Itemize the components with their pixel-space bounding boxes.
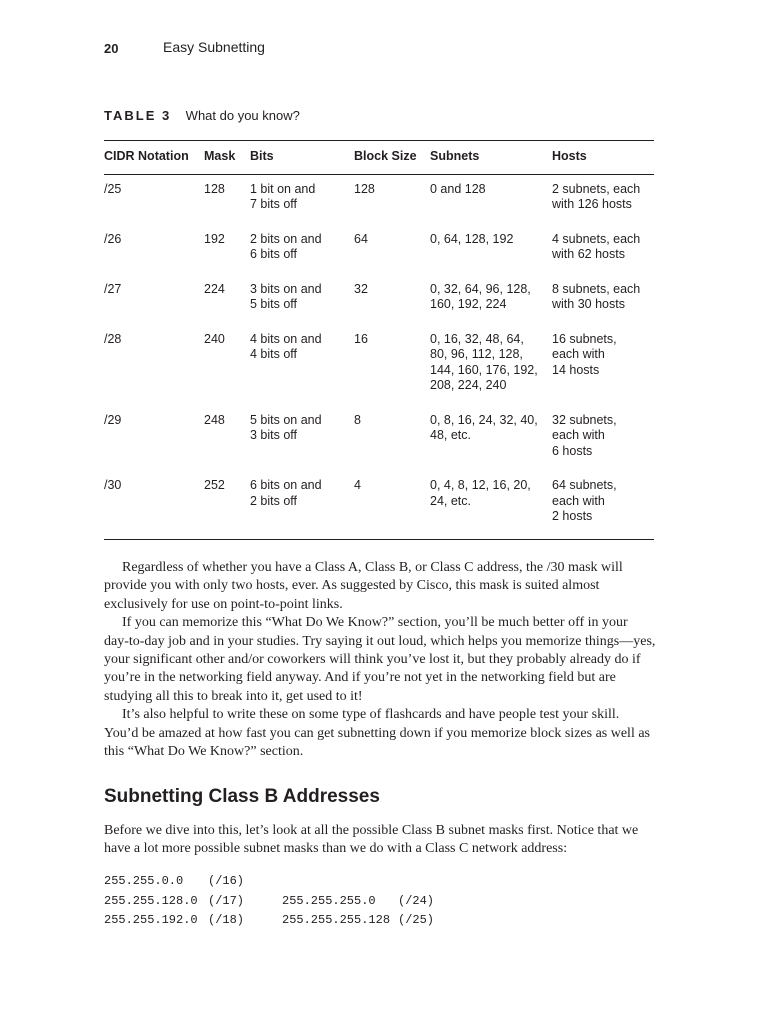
cell-bits (250, 472, 354, 539)
cell-cidr: /30 (104, 478, 122, 492)
page-number: 20 (104, 41, 119, 56)
cell-subnets (430, 407, 552, 473)
cell-hosts-line: 6 hosts (552, 443, 593, 458)
subnet-mask-value: 255.255.255.128 (282, 913, 391, 927)
subnet-mask-value: 255.255.128.0 (104, 893, 198, 908)
cell-bits (250, 174, 354, 226)
cell-mask: 128 (204, 181, 225, 196)
cell-hosts-line: each with (552, 428, 605, 442)
cell-hosts-line: 64 subnets, (552, 478, 617, 492)
cell-hosts-line: 14 hosts (552, 362, 600, 377)
running-title: Easy Subnetting (163, 39, 265, 55)
cell-subnets-line: 0, 32, 64, 96, 128, (430, 281, 531, 296)
cell-bits-line: 5 bits off (250, 297, 298, 311)
cell-bits-line: 6 bits off (250, 247, 298, 261)
cell-hosts (552, 326, 654, 407)
cell-hosts-line: 2 hosts (552, 509, 593, 523)
cell-block-size: 16 (354, 331, 368, 346)
header-cidr-notation: CIDR Notation (104, 149, 189, 163)
table-row (104, 407, 654, 473)
cell-cidr: /27 (104, 281, 122, 296)
cell-bits-line: 1 bit on and (250, 181, 316, 196)
cell-hosts-line: each with (552, 347, 605, 361)
cidr-value: (/25) (398, 913, 435, 927)
cell-bits-line: 7 bits off (250, 197, 298, 211)
cell-mask: 224 (204, 281, 225, 296)
section-heading: Subnetting Class B Addresses (104, 786, 380, 807)
subnet-table (104, 140, 654, 540)
cidr-value: (/16) (208, 874, 245, 888)
cell-subnets-line: 24, etc. (430, 493, 471, 508)
cell-block-size: 128 (354, 181, 375, 196)
table-body (104, 174, 654, 539)
body-paragraph: It’s also helpful to write these on some type of flashcards and have people test your skill. You’d be amazed at how fast you can get subnetting down if you memorize block sizes as well as this “What Do We Know?” section. (104, 707, 650, 760)
cell-hosts-line: 16 subnets, (552, 331, 617, 346)
cell-subnets-line: 0, 8, 16, 24, 32, 40, (430, 412, 538, 427)
cell-bits-line: 3 bits off (250, 428, 298, 442)
subnet-mask-value: 255.255.0.0 (104, 874, 184, 888)
cell-mask: 240 (204, 331, 225, 346)
cell-bits-line: 5 bits on and (250, 412, 322, 427)
cell-block-size: 4 (354, 478, 361, 492)
header-hosts: Hosts (552, 149, 587, 163)
cell-mask: 252 (204, 478, 225, 492)
cell-hosts-line: 2 subnets, each (552, 181, 641, 196)
cell-block-size: 8 (354, 412, 361, 427)
table-row (104, 226, 654, 276)
cell-subnets (430, 226, 552, 276)
cell-hosts (552, 472, 654, 539)
table-row (104, 174, 654, 226)
header-block-size: Block Size (354, 149, 417, 163)
cell-subnets-line: 144, 160, 176, 192, (430, 362, 538, 377)
subnet-mask-value: 255.255.192.0 (104, 913, 198, 927)
cell-subnets-line: 208, 224, 240 (430, 378, 507, 392)
body-paragraph: Regardless of whether you have a Class A, Class B, or Class C address, the /30 mask will provide you with only two hosts, ever. As suggested by Cisco, this mask is suited almost exclusively for use on point-to-point links. (104, 560, 623, 612)
header-subnets: Subnets (430, 149, 480, 163)
cell-bits (250, 407, 354, 473)
section-intro: Before we dive into this, let’s look at all the possible Class B subnet masks first. Notice that we have a lot more possible subnet masks than we do with a Class C network address: (104, 823, 639, 857)
cell-subnets-line: 0, 16, 32, 48, 64, (430, 331, 524, 346)
cell-hosts-line: 4 subnets, each (552, 231, 641, 246)
cell-bits-line: 6 bits on and (250, 478, 322, 492)
table-header (104, 141, 654, 175)
cell-cidr: /28 (104, 331, 122, 346)
cell-bits (250, 276, 354, 326)
cell-cidr: /29 (104, 412, 122, 427)
table-row (104, 276, 654, 326)
cell-block-size: 32 (354, 281, 368, 296)
cell-subnets-line: 0, 64, 128, 192 (430, 231, 514, 246)
cell-subnets-line: 48, etc. (430, 428, 471, 442)
cell-bits (250, 226, 354, 276)
cell-hosts (552, 407, 654, 473)
cell-bits-line: 4 bits off (250, 347, 298, 361)
cell-hosts-line: with 30 hosts (552, 297, 625, 311)
table-row (104, 326, 654, 407)
cell-subnets-line: 80, 96, 112, 128, (430, 347, 523, 361)
body-text (104, 559, 656, 761)
cell-hosts-line: 32 subnets, (552, 412, 617, 427)
cell-subnets (430, 326, 552, 407)
cidr-value: (/24) (398, 893, 435, 908)
cell-cidr: /25 (104, 181, 122, 196)
cell-bits-line: 4 bits on and (250, 331, 322, 346)
cell-subnets-line: 0, 4, 8, 12, 16, 20, (430, 478, 531, 492)
cell-subnets (430, 472, 552, 539)
mask-list-row (104, 911, 564, 931)
table-caption (104, 107, 300, 125)
cidr-value: (/17) (208, 893, 245, 908)
subnet-mask-value: 255.255.255.0 (282, 893, 376, 908)
cell-block-size: 64 (354, 231, 368, 246)
header-mask: Mask (204, 149, 236, 163)
cell-bits-line: 2 bits on and (250, 231, 322, 246)
table-label: TABLE 3 (104, 108, 172, 123)
cell-hosts-line: with 62 hosts (552, 247, 625, 261)
subnet-table-container (104, 140, 654, 540)
cell-bits (250, 326, 354, 407)
cell-cidr: /26 (104, 231, 122, 246)
subnet-mask-list (104, 872, 564, 931)
mask-list-row (104, 872, 564, 892)
cell-bits-line: 3 bits on and (250, 281, 322, 296)
table-row (104, 472, 654, 539)
table-title: What do you know? (185, 108, 300, 123)
cell-mask: 192 (204, 231, 225, 246)
cell-hosts-line: each with (552, 493, 605, 508)
cell-hosts (552, 276, 654, 326)
cell-subnets-line: 160, 192, 224 (430, 297, 507, 311)
cell-subnets (430, 276, 552, 326)
cell-hosts-line: with 126 hosts (552, 197, 632, 211)
cidr-value: (/18) (208, 913, 245, 927)
body-paragraph: If you can memorize this “What Do We Know?” section, you’ll be much better off in your day-to-day job and in your studies. Try saying it out loud, which helps you memorize things—yes, your significant other and/or coworkers will think you’ve lost it, but they probably already do if you’re in the networking field anyway. And if you’re not yet in the networking field but are studying all this to break into it, get used to it! (104, 615, 656, 704)
cell-subnets (430, 174, 552, 226)
mask-list-row (104, 892, 564, 912)
header-bits: Bits (250, 149, 274, 163)
cell-hosts (552, 226, 654, 276)
cell-hosts (552, 174, 654, 226)
cell-mask: 248 (204, 412, 225, 427)
cell-hosts-line: 8 subnets, each (552, 281, 641, 296)
table-header-row (104, 141, 654, 175)
cell-subnets-line: 0 and 128 (430, 181, 486, 196)
cell-bits-line: 2 bits off (250, 493, 298, 508)
